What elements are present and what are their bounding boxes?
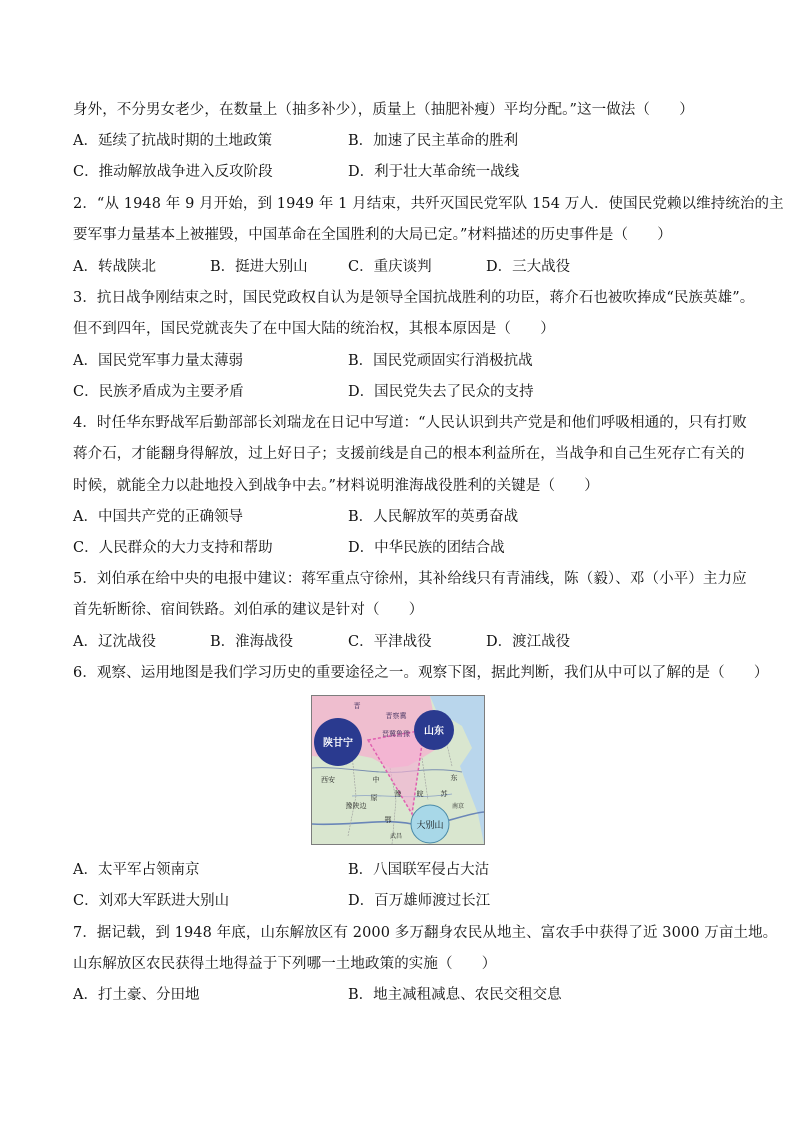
dabie-advance-map [311, 695, 485, 845]
q7-option-b: B．地主减租减息、农民交租交息 [348, 987, 562, 1003]
region-yu: 豫 [394, 790, 402, 798]
region-xian: 西安 [321, 776, 335, 784]
q5-stem-line-2: 首先斩断徐、宿间铁路。刘伯承的建议是针对（ ） [73, 602, 424, 618]
region-zhong: 中 [372, 776, 380, 784]
q4-stem-line-1: 4．时任华东野战军后勤部部长刘瑞龙在日记中写道：“人民认识到共产党是和他们呼吸相通的，只有打败 [73, 415, 747, 431]
q3-option-c: C．民族矛盾成为主要矛盾 [73, 384, 244, 400]
region-su: 苏 [440, 790, 448, 798]
shaanganning-label: 陕甘宁 [323, 738, 353, 749]
region-jin: 晋 [353, 702, 361, 710]
q6-stem-line-1: 6．观察、运用地图是我们学习历史的重要途径之一。观察下图，据此判断，我们从中可以了解的是（ ） [73, 665, 769, 681]
q3-option-b: B．国民党顽固实行消极抗战 [348, 353, 533, 369]
region-jinjiluyu: 晋冀鲁豫 [382, 730, 410, 738]
q7-stem-line-1: 7．据记载，到 1948 年底，山东解放区有 2000 多万翻身农民从地主、富农手中获得了近 3000 万亩土地。 [73, 925, 778, 941]
region-yuan: 原 [370, 794, 378, 802]
q2-option-a: A．转战陕北 [73, 259, 156, 275]
q5-option-b: B．淮海战役 [210, 634, 294, 650]
q1-option-b: B．加速了民主革命的胜利 [348, 133, 519, 149]
q1-option-d: D．利于壮大革命统一战线 [348, 164, 520, 180]
q5-option-a: A．辽沈战役 [73, 634, 156, 650]
q2-option-c: C．重庆谈判 [348, 259, 432, 275]
region-yushaanbian: 豫陕边 [345, 802, 367, 810]
q3-stem-line-1: 3．抗日战争刚结束之时，国民党政权自认为是领导全国抗战胜利的功臣，蒋介石也被吹捧成“民族英雄”。 [73, 290, 755, 306]
q5-option-c: C．平津战役 [348, 634, 432, 650]
region-e: 鄂 [384, 816, 392, 824]
region-dong: 东 [450, 774, 458, 782]
q7-option-a: A．打土豪、分田地 [73, 987, 200, 1003]
q5-stem-line-1: 5．刘伯承在给中央的电报中建议：蒋军重点守徐州，其补给线只有青浦线，陈（毅）、邓（小平）主力应 [73, 571, 747, 587]
q3-option-a: A．国民党军事力量太薄弱 [73, 353, 243, 369]
dabie-label: 大别山 [416, 821, 444, 831]
q4-option-c: C．人民群众的大力支持和帮助 [73, 540, 273, 556]
q6-option-b: B．八国联军侵占大沽 [348, 862, 490, 878]
q2-stem-line-2: 要军事力量基本上被摧毁，中国革命在全国胜利的大局已定。”材料描述的历史事件是（ ） [73, 227, 672, 243]
q1-stem-tail: 身外，不分男女老少，在数量上（抽多补少），质量上（抽肥补瘦）平均分配。”这一做法（ ） [73, 102, 694, 118]
q4-option-d: D．中华民族的团结合战 [348, 540, 505, 556]
q5-option-d: D．渡江战役 [486, 634, 571, 650]
city-nanjing: 南京 [451, 803, 465, 810]
q4-option-a: A．中国共产党的正确领导 [73, 509, 243, 525]
q6-option-c: C．刘邓大军跃进大别山 [73, 893, 230, 909]
city-wuchang: 武昌 [389, 833, 403, 840]
q4-stem-line-2: 蒋介石，才能翻身得解放，过上好日子；支援前线是自己的根本利益所在，当战争和自己生死存亡有关的 [73, 446, 745, 462]
q1-option-a: A．延续了抗战时期的土地政策 [73, 133, 272, 149]
region-wan: 皖 [416, 790, 424, 798]
q3-stem-line-2: 但不到四年，国民党就丧失了在中国大陆的统治权，其根本原因是（ ） [73, 321, 555, 337]
q2-option-d: D．三大战役 [486, 259, 571, 275]
q1-option-c: C．推动解放战争进入反攻阶段 [73, 164, 273, 180]
q6-option-d: D．百万雄师渡过长江 [348, 893, 491, 909]
q7-stem-line-2: 山东解放区农民获得土地得益于下列哪一土地政策的实施（ ） [73, 956, 497, 972]
q2-stem-line-1: 2．“从 1948 年 9 月开始，到 1949 年 1 月结束，共歼灭国民党军队 154 万人．使国民党赖以维持统治的主 [73, 196, 784, 212]
q3-option-d: D．国民党失去了民众的支持 [348, 384, 534, 400]
q2-option-b: B．挺进大别山 [210, 259, 308, 275]
q6-option-a: A．太平军占领南京 [73, 862, 200, 878]
shandong-label: 山东 [424, 726, 444, 737]
region-jinchaji: 晋察冀 [385, 712, 407, 720]
q4-option-b: B．人民解放军的英勇奋战 [348, 509, 519, 525]
q4-stem-line-3: 时候，就能全力以赴地投入到战争中去。”材料说明淮海战役胜利的关键是（ ） [73, 478, 599, 494]
